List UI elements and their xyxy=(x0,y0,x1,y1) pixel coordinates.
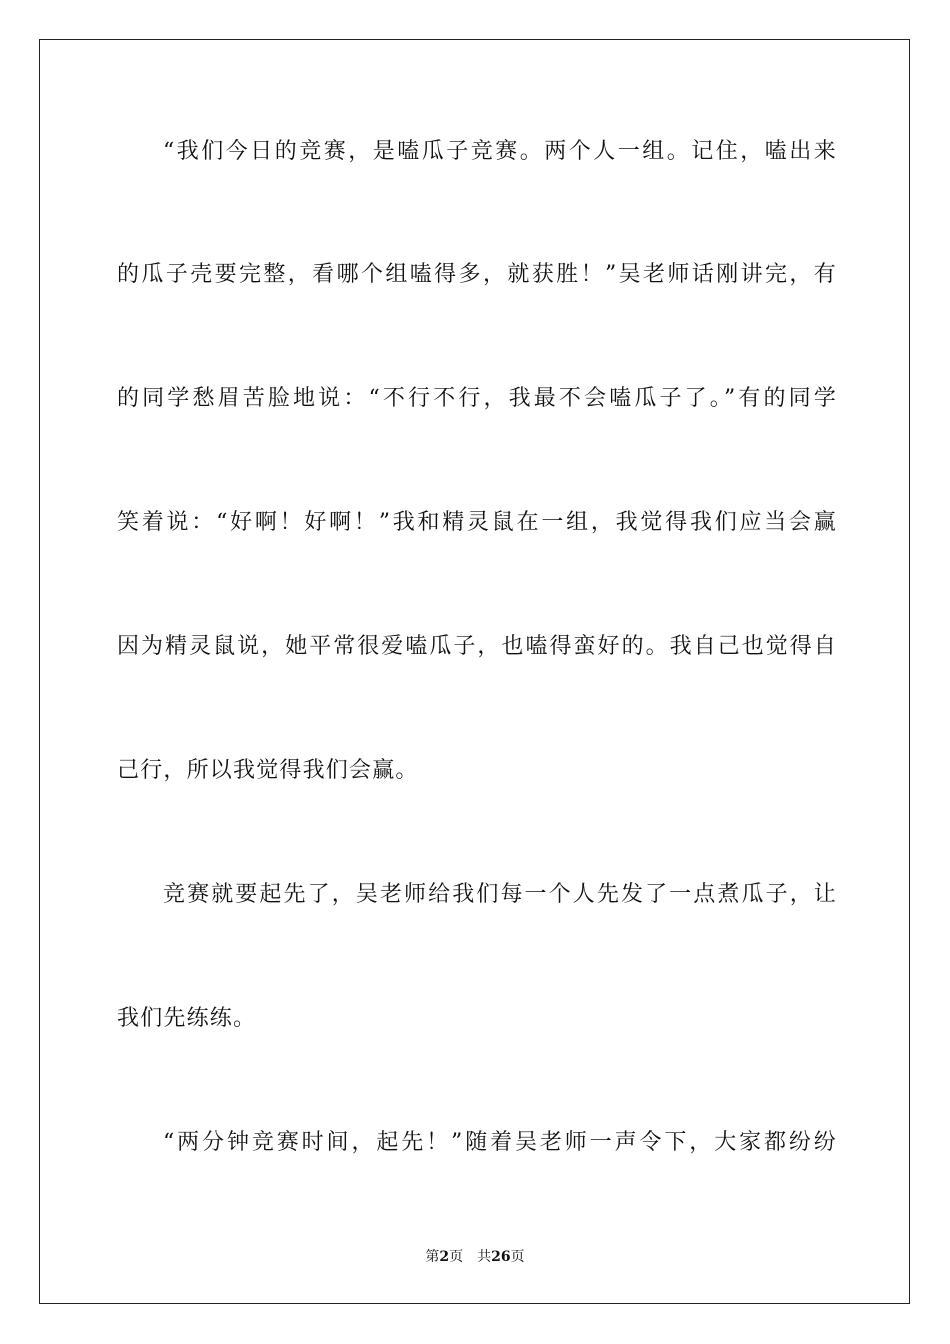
page-footer xyxy=(0,1248,950,1266)
text-line-7: 竞赛就要起先了，吴老师给我们每一个人先发了一点煮瓜子，让 xyxy=(163,882,837,907)
text-line-8: 我们先练练。 xyxy=(117,1006,257,1031)
text-line-6: 己行，所以我觉得我们会赢。 xyxy=(117,758,419,783)
text-line-1: “我们今日的竞赛，是嗑瓜子竞赛。两个人一组。记住，嗑出来 xyxy=(163,139,837,164)
text-line-4: 笑着说：“好啊！好啊！”我和精灵鼠在一组，我觉得我们应当会赢 xyxy=(117,510,837,535)
page-prefix: 第 xyxy=(425,1249,440,1265)
text-line-5: 因为精灵鼠说，她平常很爱嗑瓜子，也嗑得蛮好的。我自己也觉得自 xyxy=(117,634,837,659)
total-prefix: 共 xyxy=(477,1249,492,1265)
total-pages: 26 xyxy=(491,1249,511,1265)
text-line-9: “两分钟竞赛时间，起先！”随着吴老师一声令下，大家都纷纷 xyxy=(163,1130,837,1155)
text-line-3: 的同学愁眉苦脸地说：“不行不行，我最不会嗑瓜子了。”有的同学 xyxy=(117,386,837,411)
page-suffix: 页 xyxy=(449,1249,464,1265)
total-suffix: 页 xyxy=(510,1249,525,1265)
page-number: 2 xyxy=(439,1249,450,1265)
page-border xyxy=(39,39,910,1304)
text-line-2: 的瓜子壳要完整，看哪个组嗑得多，就获胜！”吴老师话刚讲完，有 xyxy=(117,262,837,287)
